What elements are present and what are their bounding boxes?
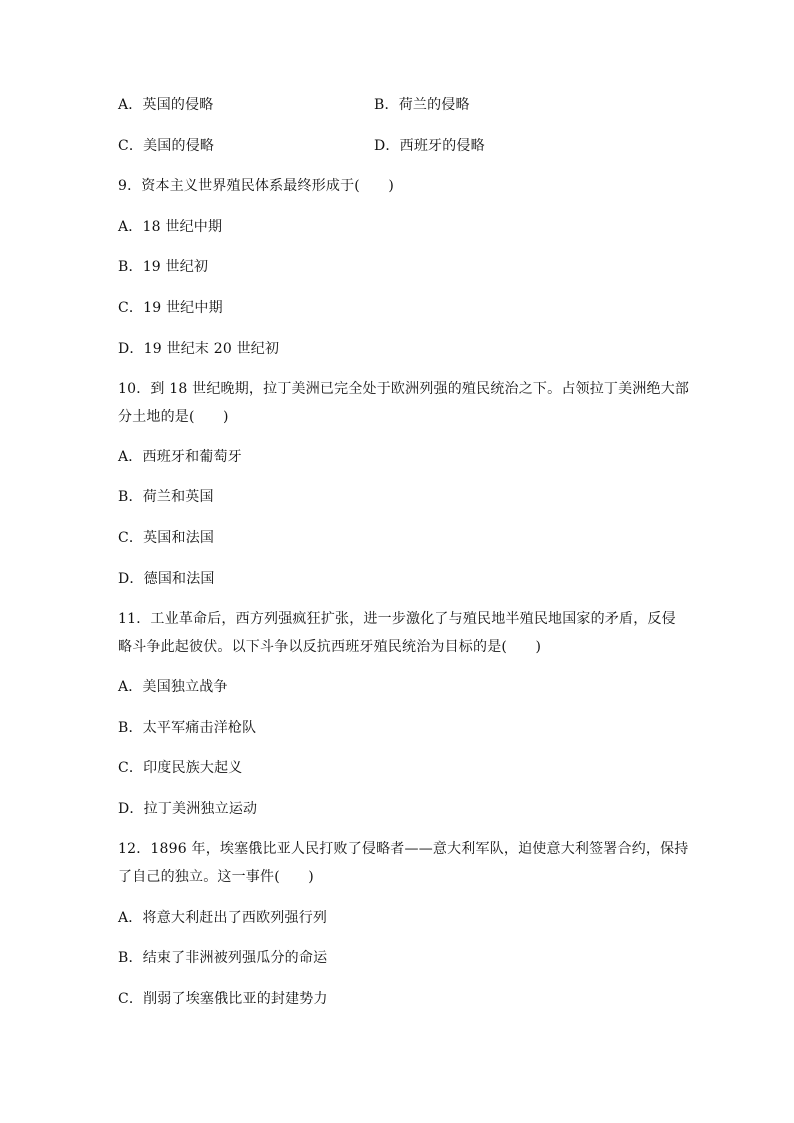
q12-option-c: C．削弱了埃塞俄比亚的封建势力	[118, 991, 328, 1007]
q9-option-d: D．19 世纪末 20 世纪初	[118, 341, 280, 357]
q10-option-d: D．德国和法国	[118, 571, 215, 587]
q8-option-d: D．西班牙的侵略	[374, 138, 485, 154]
q10-option-c: C．英国和法国	[118, 530, 215, 546]
q10-stem-line1: 10．到 18 世纪晚期，拉丁美洲已完全处于欧洲列强的殖民统治之下。占领拉丁美洲绝大部	[118, 381, 690, 397]
q12-option-b: B．结束了非洲被列强瓜分的命运	[118, 950, 328, 966]
q11-option-c: C．印度民族大起义	[118, 760, 243, 776]
q11-option-b: B．太平军痛击洋枪队	[118, 720, 257, 736]
q9-option-b: B．19 世纪初	[118, 259, 209, 275]
q10-option-b: B．荷兰和英国	[118, 489, 214, 505]
q8-option-c: C．美国的侵略	[118, 138, 215, 154]
q12-stem-line1: 12．1896 年，埃塞俄比亚人民打败了侵略者——意大利军队，迫使意大利签署合约，保持	[118, 841, 689, 857]
q9-option-c: C．19 世纪中期	[118, 300, 223, 316]
q10-option-a: A．西班牙和葡萄牙	[118, 449, 242, 465]
q9-option-a: A．18 世纪中期	[118, 219, 223, 235]
q11-stem-line1: 11．工业革命后，西方列强疯狂扩张，进一步激化了与殖民地半殖民地国家的矛盾，反侵	[118, 611, 676, 627]
q11-option-a: A．美国独立战争	[118, 679, 228, 695]
q11-stem-line2: 略斗争此起彼伏。以下斗争以反抗西班牙殖民统治为目标的是( )	[118, 639, 542, 655]
q11-option-d: D．拉丁美洲独立运动	[118, 801, 258, 817]
q9-stem: 9．资本主义世界殖民体系最终形成于( )	[118, 178, 395, 194]
q8-option-a: A．英国的侵略	[118, 97, 214, 113]
q12-option-a: A．将意大利赶出了西欧列强行列	[118, 910, 328, 926]
q8-option-b: B．荷兰的侵略	[374, 97, 470, 113]
q12-stem-line2: 了自己的独立。这一事件( )	[118, 869, 314, 885]
q10-stem-line2: 分土地的是( )	[118, 409, 229, 425]
